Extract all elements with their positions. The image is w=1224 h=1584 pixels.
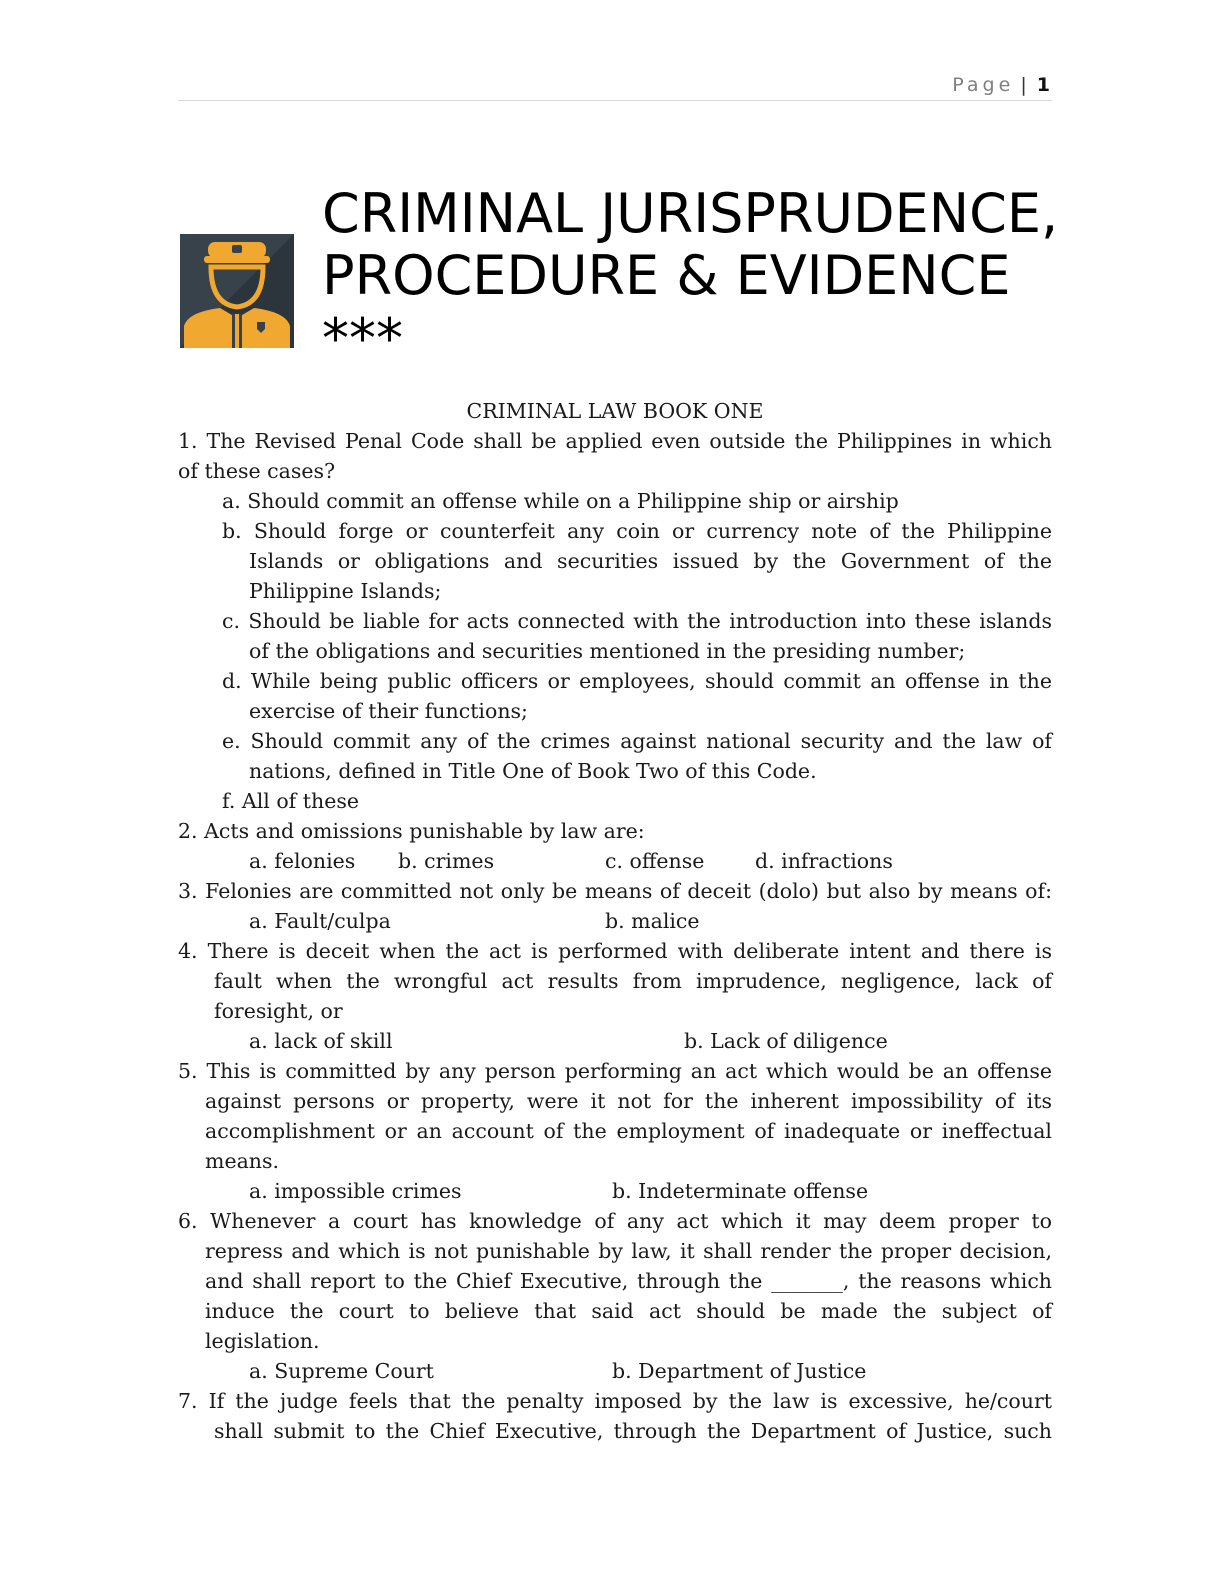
- q2-option-b: b. crimes: [398, 849, 495, 873]
- q1-option-f: f. All of these: [222, 789, 359, 813]
- question-1-line-2: of these cases?: [178, 459, 336, 483]
- q5-option-b: b. Indeterminate offense: [612, 1179, 869, 1203]
- page-header: [178, 72, 1052, 101]
- q1-option-c-line-2: of the obligations and securities mentioned in the presiding number;: [249, 639, 966, 663]
- q6-option-a: a. Supreme Court: [249, 1359, 434, 1383]
- question-5-line-3: accomplishment or an account of the employment of inadequate or ineffectual: [205, 1119, 1052, 1143]
- question-5-line-2: against persons or property, were it not for the inherent impossibility of its: [205, 1089, 1052, 1113]
- question-1-line-1: 1. The Revised Penal Code shall be applied even outside the Philippines in which: [178, 429, 1052, 453]
- section-title: CRIMINAL LAW BOOK ONE: [466, 399, 764, 423]
- q2-options: [178, 846, 1052, 876]
- q3-option-a: a. Fault/culpa: [249, 909, 391, 933]
- page-indicator: [952, 74, 1050, 96]
- question-6-line-1: 6. Whenever a court has knowledge of any act which it may deem proper to: [178, 1209, 1052, 1233]
- q1-option-c-line-1: c. Should be liable for acts connected with the introduction into these islands: [222, 609, 1052, 633]
- q1-option-d-line-2: exercise of their functions;: [249, 699, 528, 723]
- q3-option-b: b. malice: [605, 909, 700, 933]
- q3-options: [178, 906, 1052, 936]
- q4-option-b: b. Lack of diligence: [684, 1029, 888, 1053]
- question-6-line-5: legislation.: [205, 1329, 320, 1353]
- title-line-1: CRIMINAL JURISPRUDENCE,: [322, 182, 1059, 245]
- question-4-line-1: 4. There is deceit when the act is performed with deliberate intent and there is: [178, 939, 1052, 963]
- q2-option-a: a. felonies: [249, 849, 356, 873]
- q1-option-e-line-1: e. Should commit any of the crimes against national security and the law of: [222, 729, 1052, 753]
- question-3-line-1: 3. Felonies are committed not only be means of deceit (dolo) but also by means of:: [178, 879, 1052, 903]
- document-title: [322, 183, 1058, 307]
- q5-options: [178, 1176, 1052, 1206]
- question-6-line-2: repress and which is not punishable by law, it shall render the proper decision,: [205, 1239, 1052, 1263]
- question-7-line-2: shall submit to the Chief Executive, through the Department of Justice, such: [214, 1419, 1052, 1443]
- title-line-2: PROCEDURE & EVIDENCE: [322, 244, 1011, 307]
- q6-option-b: b. Department of Justice: [612, 1359, 867, 1383]
- title-stars: ***: [322, 307, 403, 370]
- q1-option-b-line-3: Philippine Islands;: [249, 579, 442, 603]
- q1-option-e-line-2: nations, defined in Title One of Book Two of this Code.: [249, 759, 817, 783]
- q1-option-b-line-2: Islands or obligations and securities issued by the Government of the: [249, 549, 1052, 573]
- q2-option-d: d. infractions: [755, 849, 893, 873]
- question-7-line-1: 7. If the judge feels that the penalty imposed by the law is excessive, he/court: [178, 1389, 1052, 1413]
- q1-option-d-line-1: d. While being public officers or employees, should commit an offense in the: [222, 669, 1052, 693]
- q1-option-a: a. Should commit an offense while on a Philippine ship or airship: [222, 489, 899, 513]
- police-officer-icon: [180, 234, 294, 348]
- question-2-line-1: 2. Acts and omissions punishable by law are:: [178, 819, 645, 843]
- question-5-line-1: 5. This is committed by any person performing an act which would be an offense: [178, 1059, 1052, 1083]
- question-6-line-4: induce the court to believe that said act should be made the subject of: [205, 1299, 1052, 1323]
- question-6-line-3: and shall report to the Chief Executive, through the _______, the reasons which: [205, 1269, 1052, 1293]
- question-4-line-3: foresight, or: [214, 999, 343, 1023]
- question-4-line-2: fault when the wrongful act results from imprudence, negligence, lack of: [214, 969, 1052, 993]
- question-5-line-4: means.: [205, 1149, 280, 1173]
- q4-option-a: a. lack of skill: [249, 1029, 393, 1053]
- document-body: [178, 396, 1052, 1446]
- page-label: Page: [952, 74, 1015, 96]
- q1-option-b-line-1: b. Should forge or counterfeit any coin or currency note of the Philippine: [222, 519, 1052, 543]
- q5-option-a: a. impossible crimes: [249, 1179, 462, 1203]
- q6-options: [178, 1356, 1052, 1386]
- q4-options: [178, 1026, 1052, 1056]
- page-separator: |: [1020, 74, 1027, 96]
- q2-option-c: c. offense: [605, 849, 705, 873]
- page-number: 1: [1036, 74, 1050, 96]
